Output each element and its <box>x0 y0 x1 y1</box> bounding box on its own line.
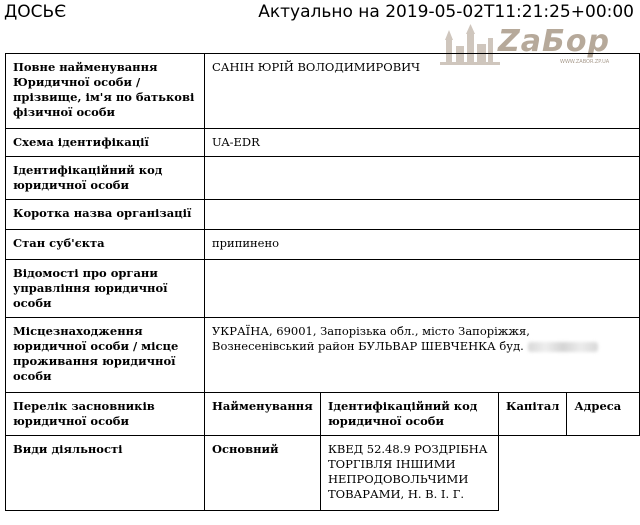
row-value: UA-EDR <box>205 129 640 157</box>
row-label: Стан суб'єкта <box>6 230 205 260</box>
table-row <box>6 393 640 436</box>
activity-kind: Основний <box>205 436 321 511</box>
founders-col-address: Адреса <box>567 393 640 436</box>
table-row <box>6 260 640 318</box>
actuality-date: Актуально на 2019-05-02T11:21:25+00:00 <box>258 2 634 22</box>
row-value: припинено <box>205 230 640 260</box>
redacted-address-number <box>528 342 598 352</box>
table-row <box>6 54 640 129</box>
watermark-logo-url: WWW.ZABOR.ZP.UA <box>560 59 610 65</box>
table-row <box>6 230 640 260</box>
table-row <box>6 129 640 157</box>
dossier-table <box>5 53 640 511</box>
row-label: Схема ідентифікації <box>6 129 205 157</box>
row-label: Ідентифікаційний код юридичної особи <box>6 157 205 200</box>
row-value <box>205 260 640 318</box>
row-label: Відомості про органи управління юридичної особи <box>6 260 205 318</box>
row-value: САНІН ЮРІЙ ВОЛОДИМИРОВИЧ <box>205 54 640 129</box>
watermark-logo-text: ZaБор <box>498 24 610 59</box>
founders-col-capital: Капітал <box>499 393 567 436</box>
row-value <box>205 200 640 230</box>
empty-space <box>499 436 640 511</box>
row-value <box>205 157 640 200</box>
document-title: ДОСЬЄ <box>4 2 67 22</box>
table-row <box>6 318 640 393</box>
row-label: Місцезнаходження юридичної особи / місце проживання юридичної особи <box>6 318 205 393</box>
table-row <box>6 157 640 200</box>
founders-col-name: Найменування <box>205 393 321 436</box>
table-row <box>6 200 640 230</box>
row-value <box>205 318 640 393</box>
row-label: Коротка назва організації <box>6 200 205 230</box>
activity-value: КВЕД 52.48.9 РОЗДРІБНА ТОРГІВЛЯ ІНШИМИ НЕПРОДОВОЛЬЧИМИ ТОВАРАМИ, Н. В. І. Г. <box>321 436 499 511</box>
row-label: Перелік засновників юридичної особи <box>6 393 205 436</box>
row-label: Види діяльності <box>6 436 205 511</box>
location-address: УКРАЇНА, 69001, Запорізька обл., місто Запоріжжя, Вознесенівський район БУЛЬВАР ШЕВЧЕНКА буд. <box>212 324 530 353</box>
table-row <box>6 436 640 511</box>
founders-col-code: Ідентифікаційний код юридичної особи <box>321 393 499 436</box>
row-label: Повне найменування Юридичної особи / прізвище, ім'я по батькові фізичної особи <box>6 54 205 129</box>
